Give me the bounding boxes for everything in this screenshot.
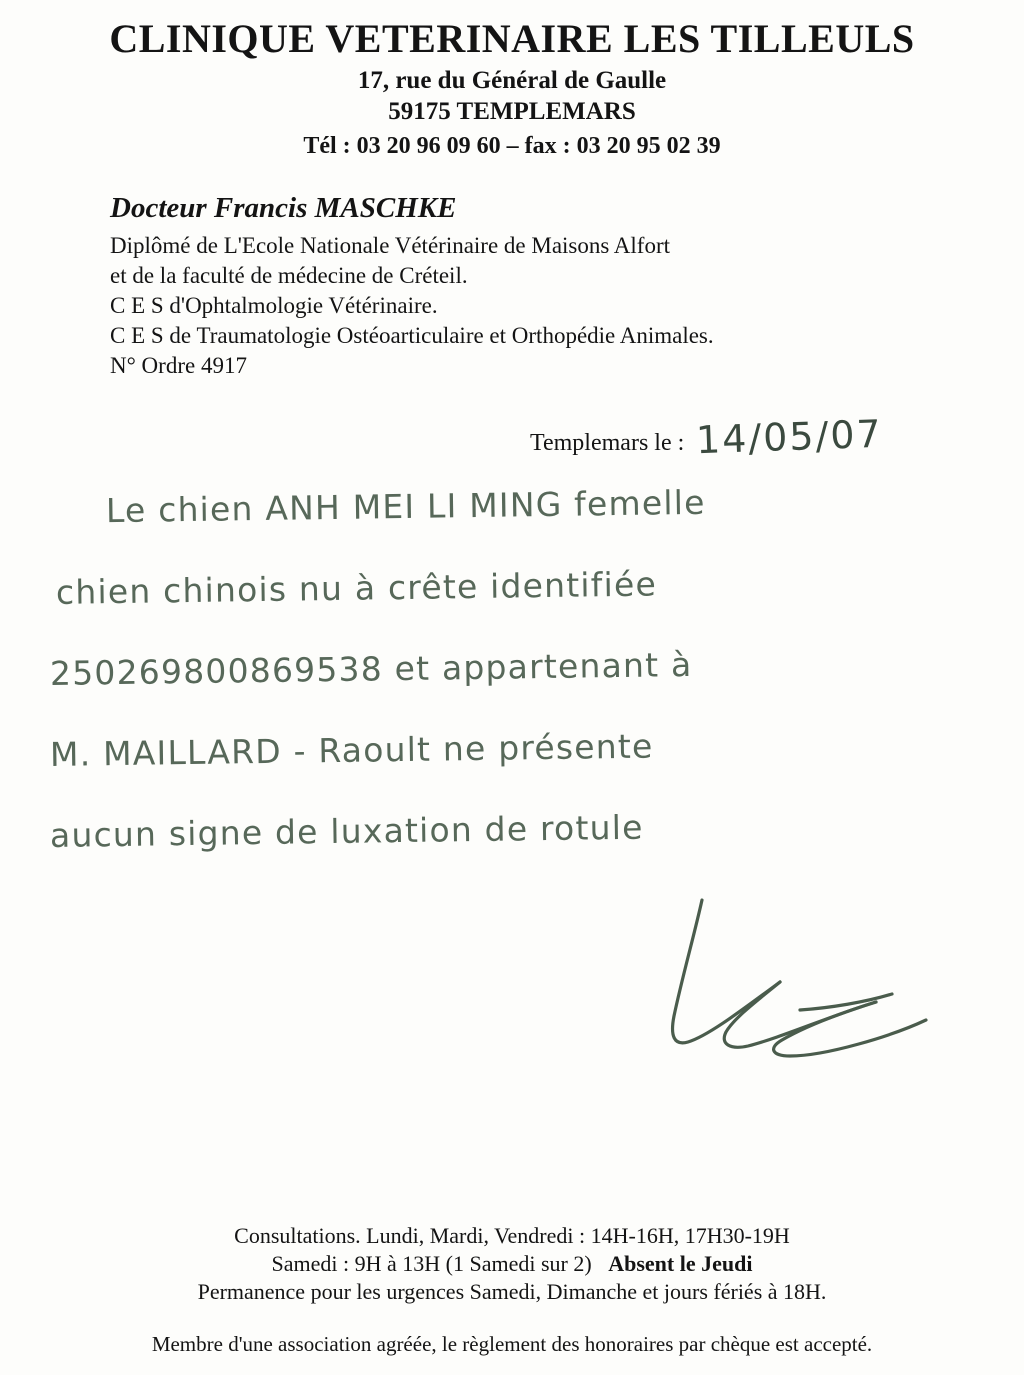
date-row (0, 411, 1024, 462)
footer-note: Membre d'une association agréée, le règlement des honoraires par chèque est accepté. (151, 1332, 873, 1356)
clinic-phone: Tél : 03 20 96 09 60 – fax : 03 20 95 02 39 (303, 133, 721, 159)
doctor-name: Docteur Francis MASCHKE (110, 192, 457, 225)
clinic-name: CLINIQUE VETERINAIRE LES TILLEULS (109, 16, 915, 61)
handwritten-line: chien chinois nu à crête identifiée (55, 564, 658, 612)
date-value-handwritten: 14/05/07 (695, 411, 884, 462)
handwritten-line: aucun signe de luxation de rotule (49, 807, 644, 855)
doctor-order-number: N° Ordre 4917 (110, 352, 247, 378)
signature-area (0, 890, 1024, 1100)
doctor-qualification: C E S d'Ophtalmologie Vétérinaire. (110, 292, 438, 318)
doctor-qualification: C E S de Traumatologie Ostéoarticulaire et Orthopédie Animales. (110, 322, 714, 348)
footer-absent-thursday: Absent le Jeudi (608, 1250, 753, 1276)
date-label: Templemars le : (530, 429, 685, 456)
clinic-city: 59175 TEMPLEMARS (388, 97, 636, 125)
handwritten-line: M. MAILLARD - Raoult ne présente (49, 726, 654, 774)
doctor-qualification: et de la faculté de médecine de Créteil. (110, 263, 468, 289)
signature-scribble-icon (630, 890, 960, 1090)
doctor-qualification: Diplômé de L'Ecole Nationale Vétérinaire de Maisons Alfort (110, 233, 671, 259)
handwritten-body (46, 482, 978, 855)
footer-consultations: Consultations. Lundi, Mardi, Vendredi : 14H-16H, 17H30-19H (234, 1222, 790, 1248)
handwritten-line: 250269800869538 et appartenant à (49, 644, 693, 693)
clinic-address: 17, rue du Général de Gaulle (357, 67, 667, 94)
footer-emergency: Permanence pour les urgences Samedi, Dimanche et jours fériés à 18H. (197, 1278, 827, 1304)
letterhead (0, 0, 1024, 162)
footer (0, 1222, 1024, 1357)
footer-saturday (0, 1250, 1024, 1278)
doctor-block (110, 192, 1024, 380)
handwritten-line: Le chien ANH MEI LI MING femelle (105, 482, 706, 530)
footer-saturday-text: Samedi : 9H à 13H (1 Samedi sur 2) (271, 1250, 592, 1276)
